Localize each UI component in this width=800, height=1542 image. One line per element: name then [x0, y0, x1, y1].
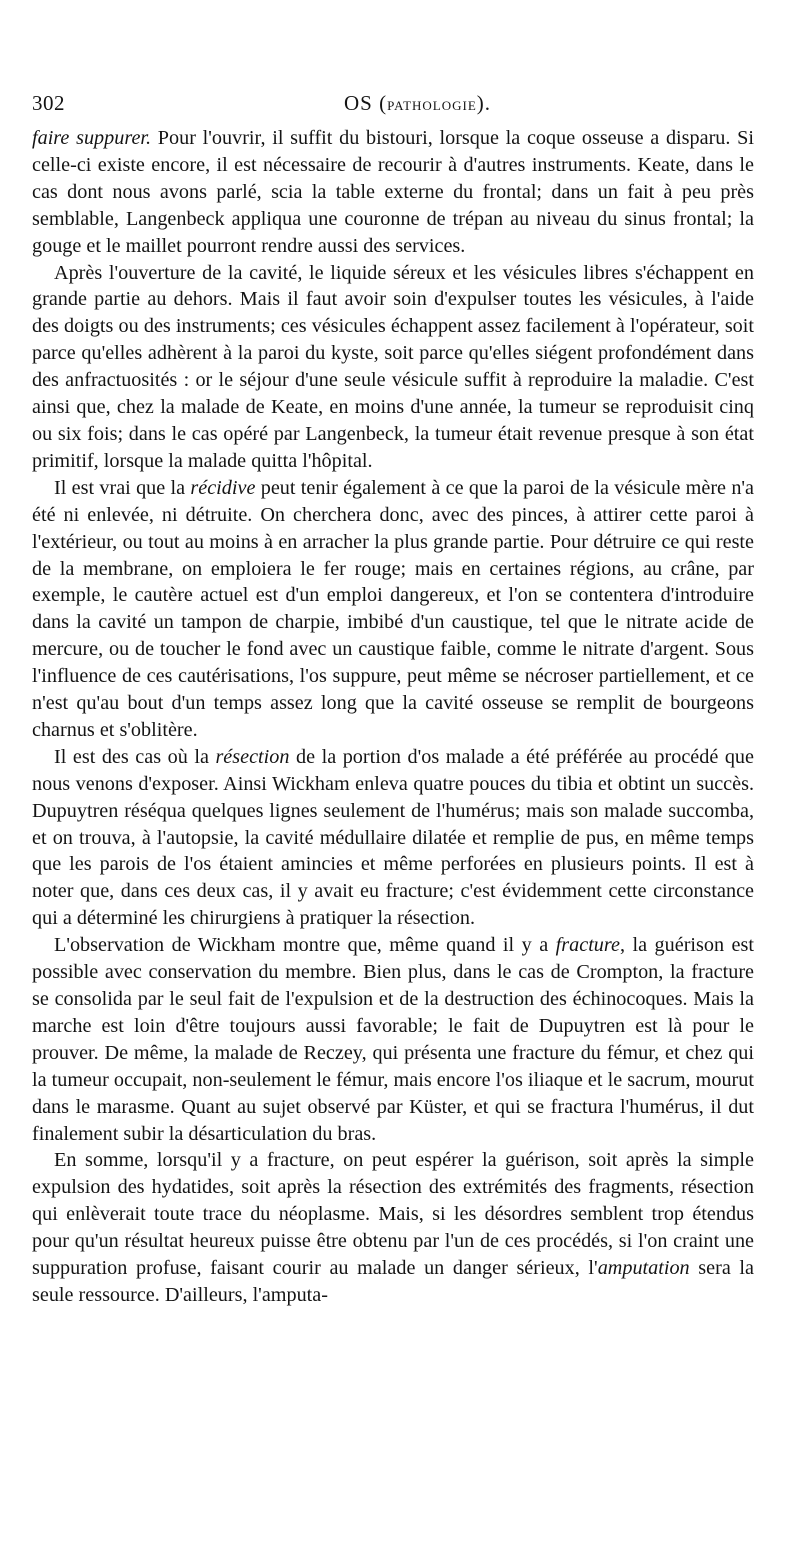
italic-term: récidive — [190, 476, 256, 499]
paragraph — [32, 125, 754, 260]
paragraph — [32, 475, 754, 744]
paragraph — [32, 932, 754, 1147]
page-number: 302 — [32, 91, 65, 115]
italic-term: amputation — [597, 1257, 690, 1280]
running-title — [344, 91, 491, 118]
paragraph — [32, 1147, 754, 1308]
running-title-end: ). — [476, 91, 492, 115]
running-title-small-caps: PATHOLOGIE — [387, 98, 477, 113]
text-run: de la portion d'os malade a été préférée au procédé que nous venons d'exposer. Ainsi Wickham enleva quatre pouces du tibia et obtint un succès. Dupuytren réséqua quelques lignes seulement de l'humérus; mais son malade succomba, et on trouva, à l'autopsie, la cavité médullaire dilatée et remplie de pus, en même temps que les parois de l'os étaient amincies et même perforées en plusieurs points. Il est à noter que, dans ces deux cas, il y avait eu fracture; c'est évidemment cette circonstance qui a déterminé les chirurgiens à pratiquer la résection. — [32, 745, 754, 930]
body-text — [32, 125, 754, 1309]
text-run: Il est des cas où la — [54, 745, 216, 768]
italic-term: faire suppurer. — [32, 127, 152, 149]
running-title-main: OS ( — [344, 91, 388, 115]
text-run: Pour l'ouvrir, il suffit du bistouri, lorsque la coque osseuse a disparu. Si celle-ci existe encore, il est nécessaire de recourir à d'autres instruments. Keate, dans le cas dont nous avons parlé, scia la table externe du frontal; dans un fait à peu près semblable, Langenbeck appliqua une couronne de trépan au niveau du sinus frontal; la gouge et le maillet pourront rendre aussi des services. — [32, 127, 754, 257]
paragraph — [32, 744, 754, 932]
text-run: peut tenir également à ce que la paroi de la vésicule mère n'a été ni enlevée, ni détruite. On cherchera donc, avec des pinces, à attirer cette paroi à l'extérieur, ou tout au moins à en arracher la plus grande partie. Pour détruire ce qui reste de la membrane, on emploiera le fer rouge; mais en certaines régions, au crâne, par exemple, le cautère actuel est d'un emploi dangereux, et l'on se contentera d'introduire dans la cavité un tampon de charpie, imbibé d'un caustique, tel que le nitrate acide de mercure, ou de toucher le fond avec un caustique faible, comme le nitrate d'argent. Sous l'influence de ces cautérisations, l'os suppure, peut même se nécroser partiellement, et ce n'est qu'au bout d'un temps assez long que la cavité osseuse se remplit de bourgeons charnus et s'oblitère. — [32, 476, 755, 741]
running-header — [32, 91, 772, 115]
text-run: sera la seule ressource. D'ailleurs, l'amputa- — [32, 1257, 754, 1306]
text-run: Après l'ouverture de la cavité, le liquide séreux et les vésicules libres s'échappent en grande partie au dehors. Mais il faut avoir soin d'expulser toutes les vésicules, à l'aide des doigts ou des instruments; ces vésicules échappent assez facilement à l'opérateur, soit parce qu'elles adhèrent à la paroi du kyste, soit parce qu'elles siégent profondément dans des anfractuosités : or le séjour d'une seule vésicule suffit à reproduire la maladie. C'est ainsi que, chez la malade de Keate, en moins d'une année, la tumeur se reproduisit cinq ou six fois; dans le cas opéré par Langenbeck, la tumeur était revenue presque à son état primitif, lorsque la malade quitta l'hôpital. — [32, 261, 754, 472]
paragraph — [32, 260, 754, 475]
text-run: L'observation de Wickham montre que, même quand il y a — [54, 934, 556, 957]
text-run: En somme, lorsqu'il y a fracture, on peut espérer la guérison, soit après la simple expulsion des hydatides, soit après la résection des extrémités des fragments, résection qui enlèverait toute trace du néoplasme. Mais, si les désordres semblent trop étendus pour qu'un résultat heureux puisse être obtenu par l'un de ces procédés, si l'on craint une suppuration profuse, faisant courir au malade un danger sérieux, l' — [32, 1149, 754, 1280]
italic-term: résection — [215, 745, 290, 768]
text-run: Il est vrai que la — [54, 476, 191, 499]
text-run: , la guérison est possible avec conservation du membre. Bien plus, dans le cas de Crompton, la fracture se consolida par le seul fait de l'expulsion et de la destruction des échinocoques. Mais la marche est loin d'être toujours aussi favorable; le fait de Dupuytren est là pour le prouver. De même, la malade de Reczey, qui présenta une fracture du fémur, et chez qui la tumeur occupait, non-seulement le fémur, mais encore l'os iliaque et le sacrum, mourut dans le marasme. Quant au sujet observé par Küster, et qui se fractura l'humérus, il dut finalement subir la désarticulation du bras. — [32, 934, 754, 1145]
italic-term: fracture — [555, 934, 620, 957]
